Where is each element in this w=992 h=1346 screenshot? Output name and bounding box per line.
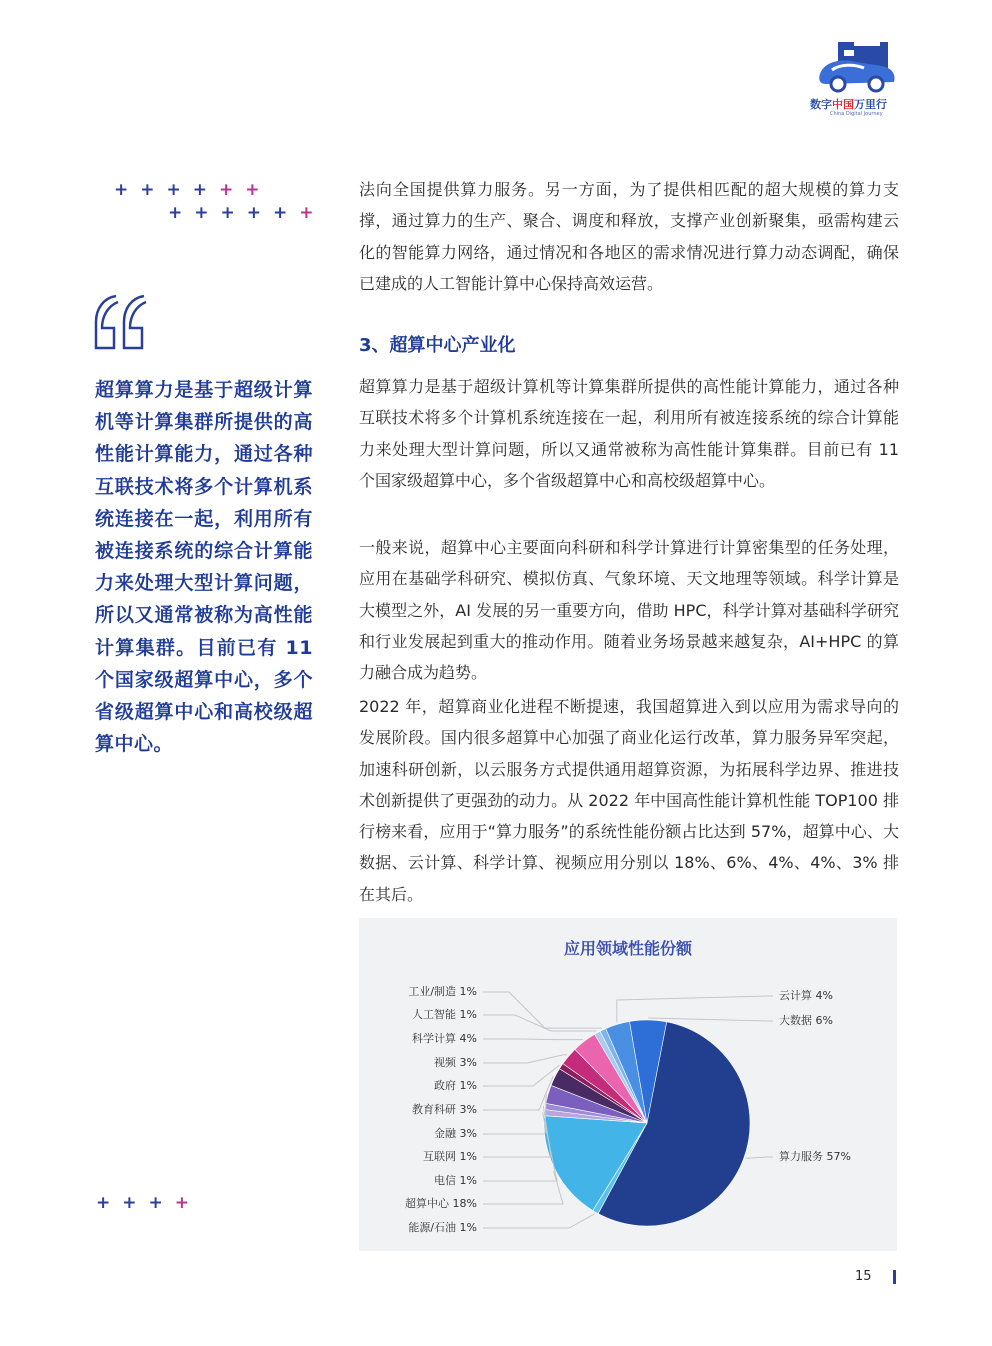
pie-leader-line [483, 1214, 594, 1228]
pie-label: 超算中心 18% [405, 1197, 477, 1210]
pie-leader-line [483, 1039, 583, 1040]
pie-label: 教育科研 3% [412, 1103, 477, 1116]
pie-label: 金融 3% [434, 1127, 477, 1140]
intro-paragraph: 法向全国提供算力服务。另一方面，为了提供相匹配的超大规模的算力支撑，通过算力的生产、聚合、调度和释放，支撑产业创新聚集，亟需构建云化的智能算力网络，通过情况和各地区的需求情况进行算力动态调配，确保已建成的人工智能计算中心保持高效运营。 [359, 180, 899, 293]
quote-mark-icon [92, 290, 152, 354]
pie-label: 大数据 6% [779, 1014, 833, 1027]
pie-label: 云计算 4% [779, 989, 833, 1002]
pie-label: 工业/制造 1% [408, 985, 477, 998]
body-paragraph-3: 2022 年，超算商业化进程不断提速，我国超算进入到以应用为需求导向的发展阶段。国内很多超算中心加强了商业化运行改革，算力服务异军突起，加速科研创新，以云服务方式提供通用超算资源，为拓展科学边界、推进技术创新提供了更强劲的动力。从 2022 年中国高性能计算机性能 TOP100 排行榜来看，应用于“算力服务”的系统性能份额占比达到 57%，超算中心、大数据、云计算、科学计算、视频应用分别以 18%、6%、4%、4%、3% 排在其后。 [359, 697, 899, 904]
pie-leader-line [483, 1106, 551, 1157]
pie-label: 电信 1% [434, 1174, 477, 1187]
pie-label: 算力服务 57% [779, 1150, 851, 1163]
pie-leader-line [746, 1157, 773, 1158]
chart-title: 应用领域性能份额 [563, 939, 692, 958]
pie-leader-line [483, 1055, 567, 1063]
decorative-plus-row-2: ++++++ [168, 203, 326, 223]
brand-logo [810, 40, 902, 122]
body-paragraph-2: 一般来说，超算中心主要面向科研和科学计算进行计算密集型的任务处理，应用在基础学科研究、模拟仿真、气象环境、天文地理等领域。科学计算是大模型之外，AI 发展的另一重要方向，借助 HPC，科学计算对基础科学研究和行业发展起到重大的推动作用。随着业务场景越来越复杂，AI+HPC 的算力融合成为趋势。 [359, 538, 899, 683]
decorative-plus-row-1: ++++++ [114, 180, 272, 200]
pie-leader-line [483, 1171, 563, 1204]
page-number-bar [893, 1270, 896, 1284]
pie-leader-line [483, 992, 602, 1028]
pie-label: 能源/石油 1% [408, 1221, 477, 1234]
pie-label: 互联网 1% [423, 1150, 477, 1163]
page-number: 15 [855, 1269, 872, 1284]
pull-quote: 超算算力是基于超级计算机等计算集群所提供的高性能计算能力，通过各种互联技术将多个计算机系统连接在一起，利用所有被连接系统的综合计算能力来处理大型计算问题，所以又通常被称为高性能计算集群。目前已有 11 个国家级超算中心，多个省级超算中心和高校级超算中心。 [95, 379, 313, 756]
pie-leader-line [483, 1065, 559, 1086]
pie-label: 政府 1% [434, 1079, 477, 1092]
logo-subtext: China Digital Journey [830, 111, 883, 117]
pie-chart-panel [359, 918, 897, 1251]
body-paragraph-1: 超算算力是基于超级计算机等计算集群所提供的高性能计算能力，通过各种互联技术将多个计算机系统连接在一起，利用所有被连接系统的综合计算能力来处理大型计算问题，所以又通常被称为高性能计算集群。目前已有 11 个国家级超算中心，多个省级超算中心和高校级超算中心。 [359, 377, 899, 490]
logo-wordmark: 数字中国万里行 [810, 98, 887, 111]
decorative-plus-row-3: ++++ [96, 1193, 201, 1213]
pie-label: 视频 3% [434, 1056, 477, 1069]
pie-leader-line [617, 996, 773, 1022]
pie-label: 科学计算 4% [412, 1032, 477, 1045]
car-logo-icon [810, 40, 902, 96]
pie-chart [359, 918, 897, 1251]
pie-leader-line [483, 1094, 546, 1134]
section-heading: 3、超算中心产业化 [359, 335, 516, 356]
pie-leader-line [483, 1076, 553, 1110]
pie-leader-line [648, 1018, 773, 1021]
pie-label: 人工智能 1% [412, 1008, 477, 1021]
